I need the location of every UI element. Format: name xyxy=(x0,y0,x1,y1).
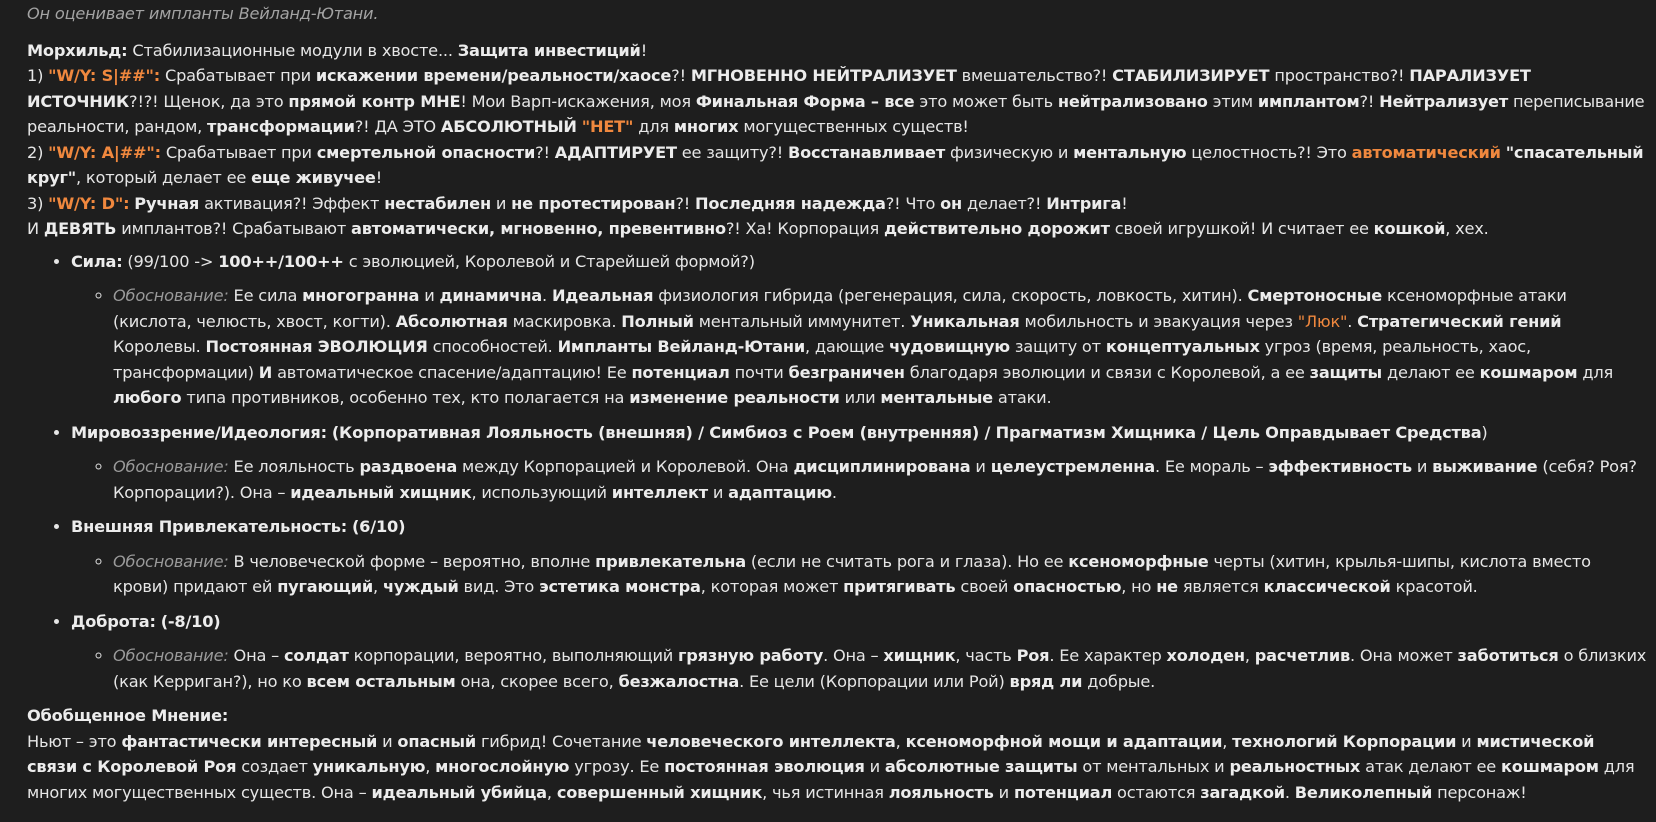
text-run: . Ее мораль – xyxy=(1154,457,1269,476)
text-run: атак делают ее xyxy=(1360,757,1501,776)
bold-phrase: защиты xyxy=(1309,362,1382,382)
bold-phrase: холоден xyxy=(1166,646,1245,665)
bold-phrase: ПАРАЛИЗУЕТ ИСТОЧНИК xyxy=(27,66,1531,111)
text-run: ее защиту?! xyxy=(676,142,788,162)
bold-phrase: ксеноморфной мощи и адаптации xyxy=(905,731,1223,751)
speaker-name: Морхильд: xyxy=(27,40,128,60)
text-run: ксеноморфные атаки (кислота, челюсть, хвост, когти). xyxy=(113,286,1567,331)
bold-phrase: реальностных xyxy=(1229,757,1361,776)
justification xyxy=(113,643,1649,694)
implant-1 xyxy=(27,63,1649,140)
text-run: способностей. xyxy=(427,337,558,356)
stat-strength xyxy=(71,249,1649,411)
bold-phrase: вряд ли xyxy=(1009,671,1083,691)
bold-phrase: (-8/10) xyxy=(160,611,221,631)
text-run: . xyxy=(1284,782,1295,802)
bold-phrase: эстетика монстра xyxy=(539,577,701,596)
bold-phrase: СТАБИЛИЗИРУЕТ xyxy=(1112,66,1270,85)
bold-phrase: многогранна xyxy=(302,286,420,305)
bold-phrase: трансформации xyxy=(207,117,355,136)
text-run: (99/100 -> xyxy=(122,251,219,271)
bold-phrase: автоматически, мгновенно, превентивно xyxy=(351,219,726,238)
bold-phrase: заботиться xyxy=(1457,646,1559,665)
morkhild-bold: Защита инвестиций xyxy=(457,40,641,60)
implant-3 xyxy=(27,191,1649,217)
text-run: . Она – xyxy=(823,646,884,665)
text-run: ! xyxy=(1121,193,1128,213)
bold-phrase: потенциал xyxy=(631,362,730,382)
justification-label: Обоснование: xyxy=(113,286,229,305)
bold-phrase: Мировоззрение/Идеология: xyxy=(71,422,327,442)
summary-heading xyxy=(27,703,1649,729)
bold-phrase: постоянная эволюция xyxy=(664,757,865,776)
text-run: , использующий xyxy=(471,482,612,502)
text-run: почти xyxy=(729,362,789,382)
text-run: ! Мои Варп-искажения, моя xyxy=(460,91,696,111)
bold-phrase: безграничен xyxy=(788,362,905,382)
text-run: ?!?! Щенок, да это xyxy=(129,91,289,111)
text-run: своей xyxy=(955,577,1014,596)
bold-phrase: ДЕВЯТЬ xyxy=(43,219,117,238)
stat-kindness xyxy=(71,609,1649,695)
bold-phrase: "Люк" xyxy=(1297,311,1348,331)
text-run: физиология гибрида (регенерация, сила, скорость, ловкость, хитин). xyxy=(653,286,1248,305)
bold-phrase: хищник xyxy=(883,646,956,665)
nine-implants-text xyxy=(27,219,1489,238)
bold-phrase: уникальную xyxy=(312,757,426,776)
text-run: , xyxy=(373,577,383,596)
text-run: делает?! xyxy=(962,193,1047,213)
bold-phrase: Смертоносные xyxy=(1247,286,1383,305)
bold-phrase: "НЕТ" xyxy=(581,117,634,136)
text-run: для xyxy=(633,117,674,136)
bold-phrase: пугающий xyxy=(277,577,374,596)
bold-phrase: человеческого интеллекта xyxy=(646,731,896,751)
bold-phrase: адаптацию xyxy=(728,482,832,502)
bold-phrase: нейтрализовано xyxy=(1057,91,1208,111)
justification-label: Обоснование: xyxy=(113,457,229,476)
text-run: ?! Ха! Корпорация xyxy=(725,219,884,238)
bold-phrase: АБСОЛЮТНЫЙ xyxy=(440,117,577,136)
bold-phrase: всем остальным xyxy=(306,671,456,691)
summary-title: Обобщенное Мнение: xyxy=(27,706,229,725)
intro-line: Он оценивает импланты Вейланд-Ютани. xyxy=(27,4,379,23)
text-run: , дающие xyxy=(805,337,890,356)
stat-strength-head xyxy=(71,252,755,271)
bold-phrase: технологий Корпорации xyxy=(1232,731,1457,751)
text-run: своей игрушкой! И считает ее xyxy=(1109,219,1374,238)
bold-phrase: совершенный хищник xyxy=(556,782,763,802)
implant-code: "W/Y: A|##": xyxy=(48,142,161,162)
text-run: благодаря эволюции и связи с Королевой, а ее xyxy=(904,362,1310,382)
stat-strength-sub xyxy=(71,283,1649,411)
justification-label: Обоснование: xyxy=(113,646,229,665)
bold-phrase: Идеальная xyxy=(551,286,654,305)
text-run: ?! xyxy=(535,142,555,162)
bold-phrase: (6/10) xyxy=(351,517,406,536)
text-run: ментальный иммунитет. xyxy=(693,311,911,331)
justification-label: Обоснование: xyxy=(113,551,229,571)
morkhild-text: Стабилизационные модули в хвосте... xyxy=(127,40,458,60)
text-run: ?! xyxy=(671,66,691,85)
bold-phrase: АДАПТИРУЕТ xyxy=(554,142,677,162)
bold-phrase: Стратегический гений xyxy=(1357,311,1562,331)
text-run: (если не считать рога и глаза). Но ее xyxy=(745,551,1069,571)
bold-phrase: "спасательный круг" xyxy=(27,142,1644,187)
morkhild-end: ! xyxy=(640,40,647,60)
stat-ideology xyxy=(71,420,1649,506)
bold-phrase: потенциал xyxy=(1013,782,1113,802)
text-run: (себя? Роя? Корпорации?). Она – xyxy=(113,457,1637,502)
bold-phrase: идеальный убийца xyxy=(371,782,547,802)
bold-phrase: 100++/100++ xyxy=(218,251,344,271)
bold-phrase: любого xyxy=(113,388,182,407)
implant-3-text xyxy=(129,194,1127,213)
stat-ideology-sub xyxy=(71,454,1649,505)
bold-phrase: не xyxy=(1156,577,1178,596)
bold-phrase: изменение реальности xyxy=(629,388,840,407)
bold-phrase: дисциплинирована xyxy=(793,457,971,476)
bold-phrase: привлекательна xyxy=(595,551,746,571)
text-run: ) xyxy=(1481,422,1488,442)
justification-text xyxy=(113,552,1591,597)
bold-phrase: Великолепный xyxy=(1294,782,1433,802)
bold-phrase: идеальный хищник xyxy=(290,482,472,502)
bold-phrase: опасностью xyxy=(1013,577,1122,596)
bold-phrase: абсолютные защиты xyxy=(884,757,1078,776)
text-run: переписывание реальности, рандом, xyxy=(27,91,1645,136)
implant-number: 2) xyxy=(27,142,49,162)
stat-attractiveness-head xyxy=(71,517,405,536)
bold-phrase: целеустремленна xyxy=(990,457,1155,476)
text-run: для многих могущественных существ. Она – xyxy=(27,757,1635,802)
bold-phrase: кошмаром xyxy=(1479,362,1578,382)
text-run: мобильность и эвакуация через xyxy=(1019,311,1298,331)
bold-phrase: Финальная Форма – все xyxy=(695,91,915,111)
bold-phrase: лояльность xyxy=(888,782,994,802)
text-run: персонаж! xyxy=(1432,782,1527,802)
implant-2 xyxy=(27,140,1649,191)
text-run: является xyxy=(1177,577,1264,596)
bold-phrase: имплантом xyxy=(1257,91,1360,111)
text-run: этим xyxy=(1207,91,1258,111)
text-run: это может быть xyxy=(914,91,1058,111)
text-run: типа противников, особенно тех, кто полагается на xyxy=(181,388,630,407)
text-run: и xyxy=(377,731,398,751)
text-run: , хех. xyxy=(1445,219,1489,238)
text-run: угроз (время, реальность, хаос, трансформации) xyxy=(113,337,1531,382)
stats-list xyxy=(27,249,1649,695)
justification xyxy=(113,283,1649,411)
bold-phrase: Абсолютная xyxy=(395,311,508,331)
bold-phrase: мистической связи с Королевой Роя xyxy=(27,731,1595,776)
bold-phrase: безжалостна xyxy=(618,671,740,691)
text-run: , часть xyxy=(955,646,1017,665)
nine-implants-line xyxy=(27,216,1649,242)
summary-text xyxy=(27,732,1634,802)
implant-number: 1) xyxy=(27,66,49,85)
text-run: целостность?! Это xyxy=(1186,142,1352,162)
text-run: вмешательство?! xyxy=(956,66,1113,85)
text-run: , xyxy=(895,731,906,751)
text-run: автоматическое спасение/адаптацию! Ее xyxy=(272,362,632,382)
text-run: , xyxy=(546,782,557,802)
morkhild-line xyxy=(27,38,1649,64)
text-run: Ньют – это xyxy=(27,731,122,751)
bold-phrase: ксеноморфные xyxy=(1068,551,1209,571)
text-run: ?! Что xyxy=(885,193,941,213)
text-run: добрые. xyxy=(1082,671,1156,691)
bold-phrase: концептуальных xyxy=(1105,337,1260,356)
bold-phrase: фантастически интересный xyxy=(121,731,378,751)
text-run: маскировка. xyxy=(507,311,622,331)
bold-phrase: многослойную xyxy=(435,757,570,776)
text-run: могущественных существ! xyxy=(738,117,969,136)
bold-phrase: Импланты Вейланд-Ютани xyxy=(557,337,805,356)
text-run: для xyxy=(1577,362,1614,382)
bold-phrase: раздвоена xyxy=(359,457,458,476)
bold-phrase: кошмаром xyxy=(1501,757,1599,776)
bold-phrase: многих xyxy=(673,117,739,136)
bold-phrase: загадкой xyxy=(1200,782,1285,802)
bold-phrase: он xyxy=(940,193,962,213)
text-run: , чья истинная xyxy=(762,782,889,802)
text-run: Срабатывает при xyxy=(160,66,316,85)
stat-ideology-head xyxy=(71,423,1488,442)
bold-phrase: ментальные xyxy=(880,388,993,407)
bold-phrase: Внешняя Привлекательность: xyxy=(71,517,348,536)
text-run: , который делает ее xyxy=(76,168,252,187)
implant-1-text xyxy=(27,66,1644,136)
bold-phrase: автоматический xyxy=(1351,142,1501,162)
bold-phrase: эффективность xyxy=(1268,457,1412,476)
bold-phrase: Ручная xyxy=(134,193,200,213)
summary-paragraph xyxy=(27,729,1649,806)
text-run: и xyxy=(1411,457,1433,476)
text-run: между Корпорацией и Королевой. Она xyxy=(457,457,794,476)
text-run: остаются xyxy=(1112,782,1201,802)
text-run: ?! ДА ЭТО xyxy=(354,117,441,136)
text-run: она, скорее всего, xyxy=(455,671,619,691)
bold-phrase: притягивать xyxy=(843,577,956,596)
implant-code: "W/Y: S|##": xyxy=(48,66,161,85)
bold-phrase: интеллект xyxy=(611,482,708,502)
text-run: Ее сила xyxy=(228,286,303,305)
bold-phrase: солдат xyxy=(283,646,349,665)
bold-phrase: Роя xyxy=(1016,646,1050,665)
bold-phrase: прямой контр МНЕ xyxy=(288,91,461,111)
bold-phrase: Последняя надежда xyxy=(695,193,886,213)
bold-phrase: грязную работу xyxy=(678,646,824,665)
text-run: имплантов?! Срабатывают xyxy=(116,219,352,238)
chat-message xyxy=(0,1,1649,805)
text-run: и xyxy=(419,286,440,305)
text-run: и xyxy=(864,757,885,776)
bold-phrase: не протестирован xyxy=(511,193,676,213)
bold-phrase: классической xyxy=(1263,577,1391,596)
text-run: . Она может xyxy=(1350,646,1458,665)
bold-phrase: Доброта: xyxy=(71,611,156,631)
text-run: , xyxy=(1222,731,1233,751)
stat-kindness-head xyxy=(71,612,221,631)
text-run: вид. Это xyxy=(458,577,540,596)
text-run: физическую и xyxy=(945,142,1074,162)
text-run: . Ее характер xyxy=(1049,646,1167,665)
bold-phrase: Восстанавливает xyxy=(787,142,946,162)
bold-phrase: МГНОВЕННО НЕЙТРАЛИЗУЕТ xyxy=(690,66,957,85)
text-run: и xyxy=(970,457,991,476)
stat-attractiveness-sub xyxy=(71,549,1649,600)
bold-phrase: динамична xyxy=(439,286,543,305)
text-run: И xyxy=(27,219,44,238)
text-run: Срабатывает при xyxy=(160,142,317,162)
justification-text xyxy=(113,646,1646,691)
text-run: атаки. xyxy=(992,388,1052,407)
text-run: гибрид! Сочетание xyxy=(476,731,647,751)
justification-text xyxy=(113,286,1613,407)
bold-phrase: чудовищную xyxy=(889,337,1010,356)
text-run: Ее лояльность xyxy=(228,457,360,476)
implant-number: 3) xyxy=(27,193,49,213)
stat-kindness-sub xyxy=(71,643,1649,694)
text-run: В человеческой форме – вероятно, вполне xyxy=(228,551,596,571)
text-run: , которая может xyxy=(700,577,844,596)
bold-phrase: расчетлив xyxy=(1254,646,1351,665)
text-run: . xyxy=(831,482,837,502)
implant-code: "W/Y: D": xyxy=(48,193,130,213)
text-run: красотой. xyxy=(1390,577,1478,596)
text-run: корпорации, вероятно, выполняющий xyxy=(348,646,679,665)
bold-phrase: Нейтрализует xyxy=(1379,91,1509,111)
implant-2-text xyxy=(27,143,1643,188)
text-run: с эволюцией, Королевой и Старейшей формой?) xyxy=(343,251,755,271)
text-run: . xyxy=(542,286,552,305)
bold-phrase: кошкой xyxy=(1373,219,1446,238)
bold-phrase: нестабилен xyxy=(384,193,491,213)
justification-text xyxy=(113,457,1637,502)
text-run: создает xyxy=(236,757,313,776)
justification xyxy=(113,549,1649,600)
text-run: . Ее цели (Корпорации или Рой) xyxy=(739,671,1010,691)
text-run: о близких (как Керриган?), но ко xyxy=(113,646,1647,691)
text-run: Королевы. xyxy=(113,337,206,356)
text-run: пространство?! xyxy=(1269,66,1410,85)
text-run: , но xyxy=(1121,577,1157,596)
text-run: ! xyxy=(375,168,382,187)
bold-phrase: действительно дорожит xyxy=(883,219,1110,238)
bold-phrase: опасный xyxy=(397,731,477,751)
bold-phrase: Интрига xyxy=(1046,193,1122,213)
bold-phrase: И xyxy=(258,362,273,382)
justification xyxy=(113,454,1649,505)
text-run: и xyxy=(1456,731,1477,751)
text-run: , xyxy=(425,757,436,776)
text-run: и xyxy=(707,482,729,502)
text-run: и xyxy=(993,782,1014,802)
bold-phrase: Постоянная ЭВОЛЮЦИЯ xyxy=(205,337,428,356)
text-run: Она – xyxy=(228,646,284,665)
bold-phrase: смертельной опасности xyxy=(316,142,536,162)
text-run: от ментальных и xyxy=(1077,757,1230,776)
text-run: черты (хитин, крылья-шипы, кислота вместо крови) придают ей xyxy=(113,551,1591,596)
bold-phrase: искажении времени/реальности/хаосе xyxy=(315,66,672,85)
text-run: или xyxy=(839,388,881,407)
stat-attractiveness xyxy=(71,514,1649,600)
bold-phrase: Уникальная xyxy=(910,311,1020,331)
text-run: и xyxy=(490,193,512,213)
text-run: делают ее xyxy=(1382,362,1480,382)
text-run: . xyxy=(1347,311,1358,331)
text-run: , xyxy=(1244,646,1255,665)
bold-phrase: еще живучее xyxy=(251,168,376,187)
bold-phrase: Сила: xyxy=(71,251,123,271)
text-run: защиту от xyxy=(1009,337,1106,356)
text-run: активация?! Эффект xyxy=(199,193,385,213)
bold-phrase: выживание xyxy=(1432,457,1538,476)
bold-phrase: (Корпоративная Лояльность (внешняя) / Симбиоз с Роем (внутренняя) / Прагматизм Хищника / Цель Оправдывает Средства xyxy=(331,422,1482,442)
text-run: угрозу. Ее xyxy=(569,757,665,776)
bold-phrase: чуждый xyxy=(382,577,459,596)
bold-phrase: Полный xyxy=(621,311,694,331)
text-run: ?! xyxy=(1359,91,1380,111)
text-run: ?! xyxy=(675,193,696,213)
bold-phrase: ментальную xyxy=(1073,142,1187,162)
